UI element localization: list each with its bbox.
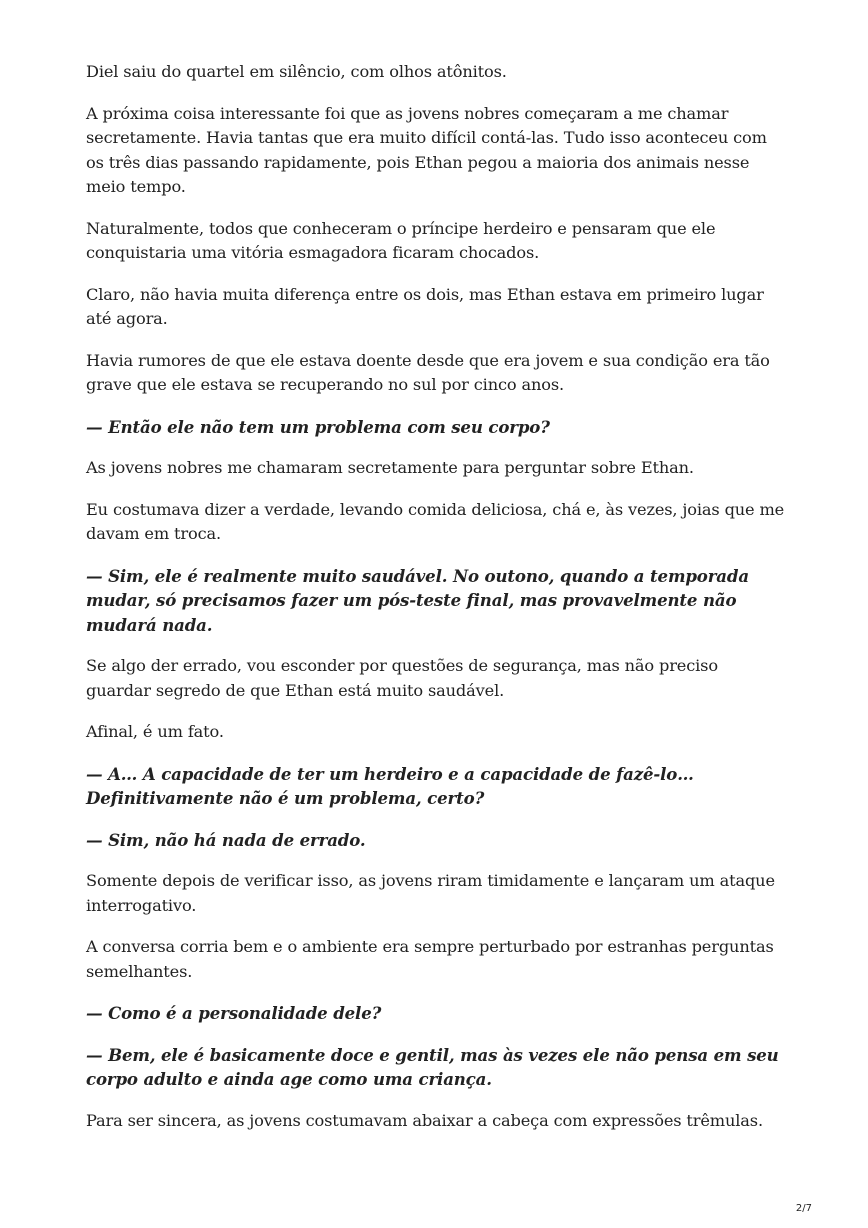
paragraph: Claro, não havia muita diferença entre os dois, mas Ethan estava em primeiro lugar até agora. [86, 284, 764, 328]
paragraph: Para ser sincera, as jovens costumavam abaixar a cabeça com expressões trêmulas. [86, 1110, 763, 1130]
document-body [86, 60, 786, 1150]
paragraph: Havia rumores de que ele estava doente desde que era jovem e sua condição era tão grave que ele estava se recuperando no sul por cinco anos. [86, 350, 770, 394]
dialogue-line: — Sim, ele é realmente muito saudável. No outono, quando a temporada mudar, só precisamos fazer um pós-teste final, mas provavelmente não mudará nada. [86, 565, 749, 635]
paragraph: Somente depois de verificar isso, as jovens riram timidamente e lançaram um ataque interrogativo. [86, 871, 775, 915]
dialogue-line: — Bem, ele é basicamente doce e gentil, mas às vezes ele não pensa em seu corpo adulto e ainda age como uma criança. [86, 1044, 779, 1089]
dialogue-line: — Então ele não tem um problema com seu corpo? [86, 416, 550, 437]
paragraph: As jovens nobres me chamaram secretamente para perguntar sobre Ethan. [86, 458, 694, 477]
paragraph: A próxima coisa interessante foi que as jovens nobres começaram a me chamar secretamente. Havia tantas que era muito difícil contá-las. Tudo isso aconteceu com os três dias passando rapidamente, pois Ethan pegou a maioria dos animais nesse meio tempo. [86, 103, 767, 196]
page-number: 2/7 [795, 1203, 812, 1214]
paragraph: A conversa corria bem e o ambiente era sempre perturbado por estranhas perguntas semelhantes. [86, 937, 774, 981]
paragraph: Afinal, é um fato. [86, 722, 224, 741]
dialogue-line: — A… A capacidade de ter um herdeiro e a capacidade de fazê-lo… Definitivamente não é um problema, certo? [86, 763, 694, 808]
dialogue-line: — Como é a personalidade dele? [86, 1003, 382, 1023]
paragraph: Naturalmente, todos que conheceram o príncipe herdeiro e pensaram que ele conquistaria uma vitória esmagadora ficaram chocados. [86, 218, 716, 262]
dialogue-line: — Sim, não há nada de errado. [86, 829, 366, 850]
paragraph: Diel saiu do quartel em silêncio, com olhos atônitos. [86, 62, 507, 81]
paragraph: Se algo der errado, vou esconder por questões de segurança, mas não preciso guardar segredo de que Ethan está muito saudável. [86, 656, 718, 700]
paragraph: Eu costumava dizer a verdade, levando comida deliciosa, chá e, às vezes, joias que me davam em troca. [86, 499, 785, 543]
